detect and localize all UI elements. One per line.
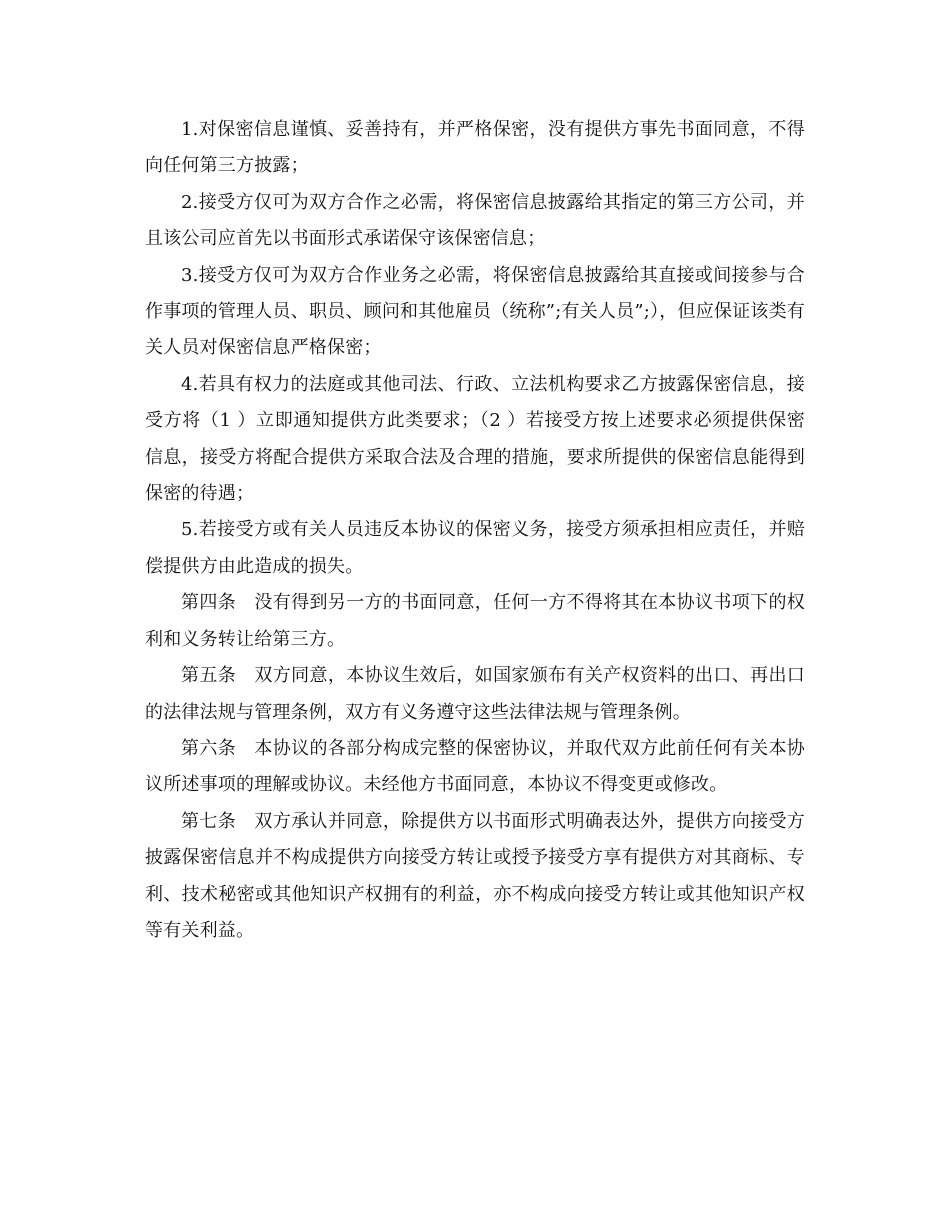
paragraph-article-5: 第五条 双方同意，本协议生效后，如国家颁布有关产权资料的出口、再出口的法律法规与管理条例，双方有义务遵守这些法律法规与管理条例。 <box>145 665 805 723</box>
paragraph-article-7: 第七条 双方承认并同意，除提供方以书面形式明确表达外，提供方向接受方披露保密信息并不构成提供方向接受方转让或授予接受方享有提供方对其商标、专利、技术秘密或其他知识产权拥有的利益，亦不构成向接受方转让或其他知识产权等有关利益。 <box>145 810 805 941</box>
paragraph-clause-5: 5.若接受方或有关人员违反本协议的保密义务，接受方须承担相应责任，并赔偿提供方由此造成的损失。 <box>145 519 805 577</box>
document-body <box>145 112 805 949</box>
paragraph-clause-1: 1.对保密信息谨慎、妥善持有，并严格保密，没有提供方事先书面同意，不得向任何第三方披露； <box>145 119 805 177</box>
paragraph-clause-3: 3.接受方仅可为双方合作业务之必需，将保密信息披露给其直接或间接参与合作事项的管理人员、职员、顾问和其他雇员（统称”;有关人员”;），但应保证该类有关人员对保密信息严格保密； <box>145 264 805 359</box>
paragraph-article-4: 第四条 没有得到另一方的书面同意，任何一方不得将其在本协议书项下的权利和义务转让给第三方。 <box>145 592 805 650</box>
paragraph-clause-2: 2.接受方仅可为双方合作之必需，将保密信息披露给其指定的第三方公司，并且该公司应首先以书面形式承诺保守该保密信息； <box>145 191 805 250</box>
paragraph-article-6: 第六条 本协议的各部分构成完整的保密协议，并取代双方此前任何有关本协议所述事项的理解或协议。未经他方书面同意，本协议不得变更或修改。 <box>145 737 805 796</box>
paragraph-clause-4: 4.若具有权力的法庭或其他司法、行政、立法机构要求乙方披露保密信息，接受方将（1 ）立即通知提供方此类要求；（2 ）若接受方按上述要求必须提供保密信息，接受方将配合提供方采取合法及合理的措施，要求所提供的保密信息能得到保密的待遇； <box>145 373 805 505</box>
